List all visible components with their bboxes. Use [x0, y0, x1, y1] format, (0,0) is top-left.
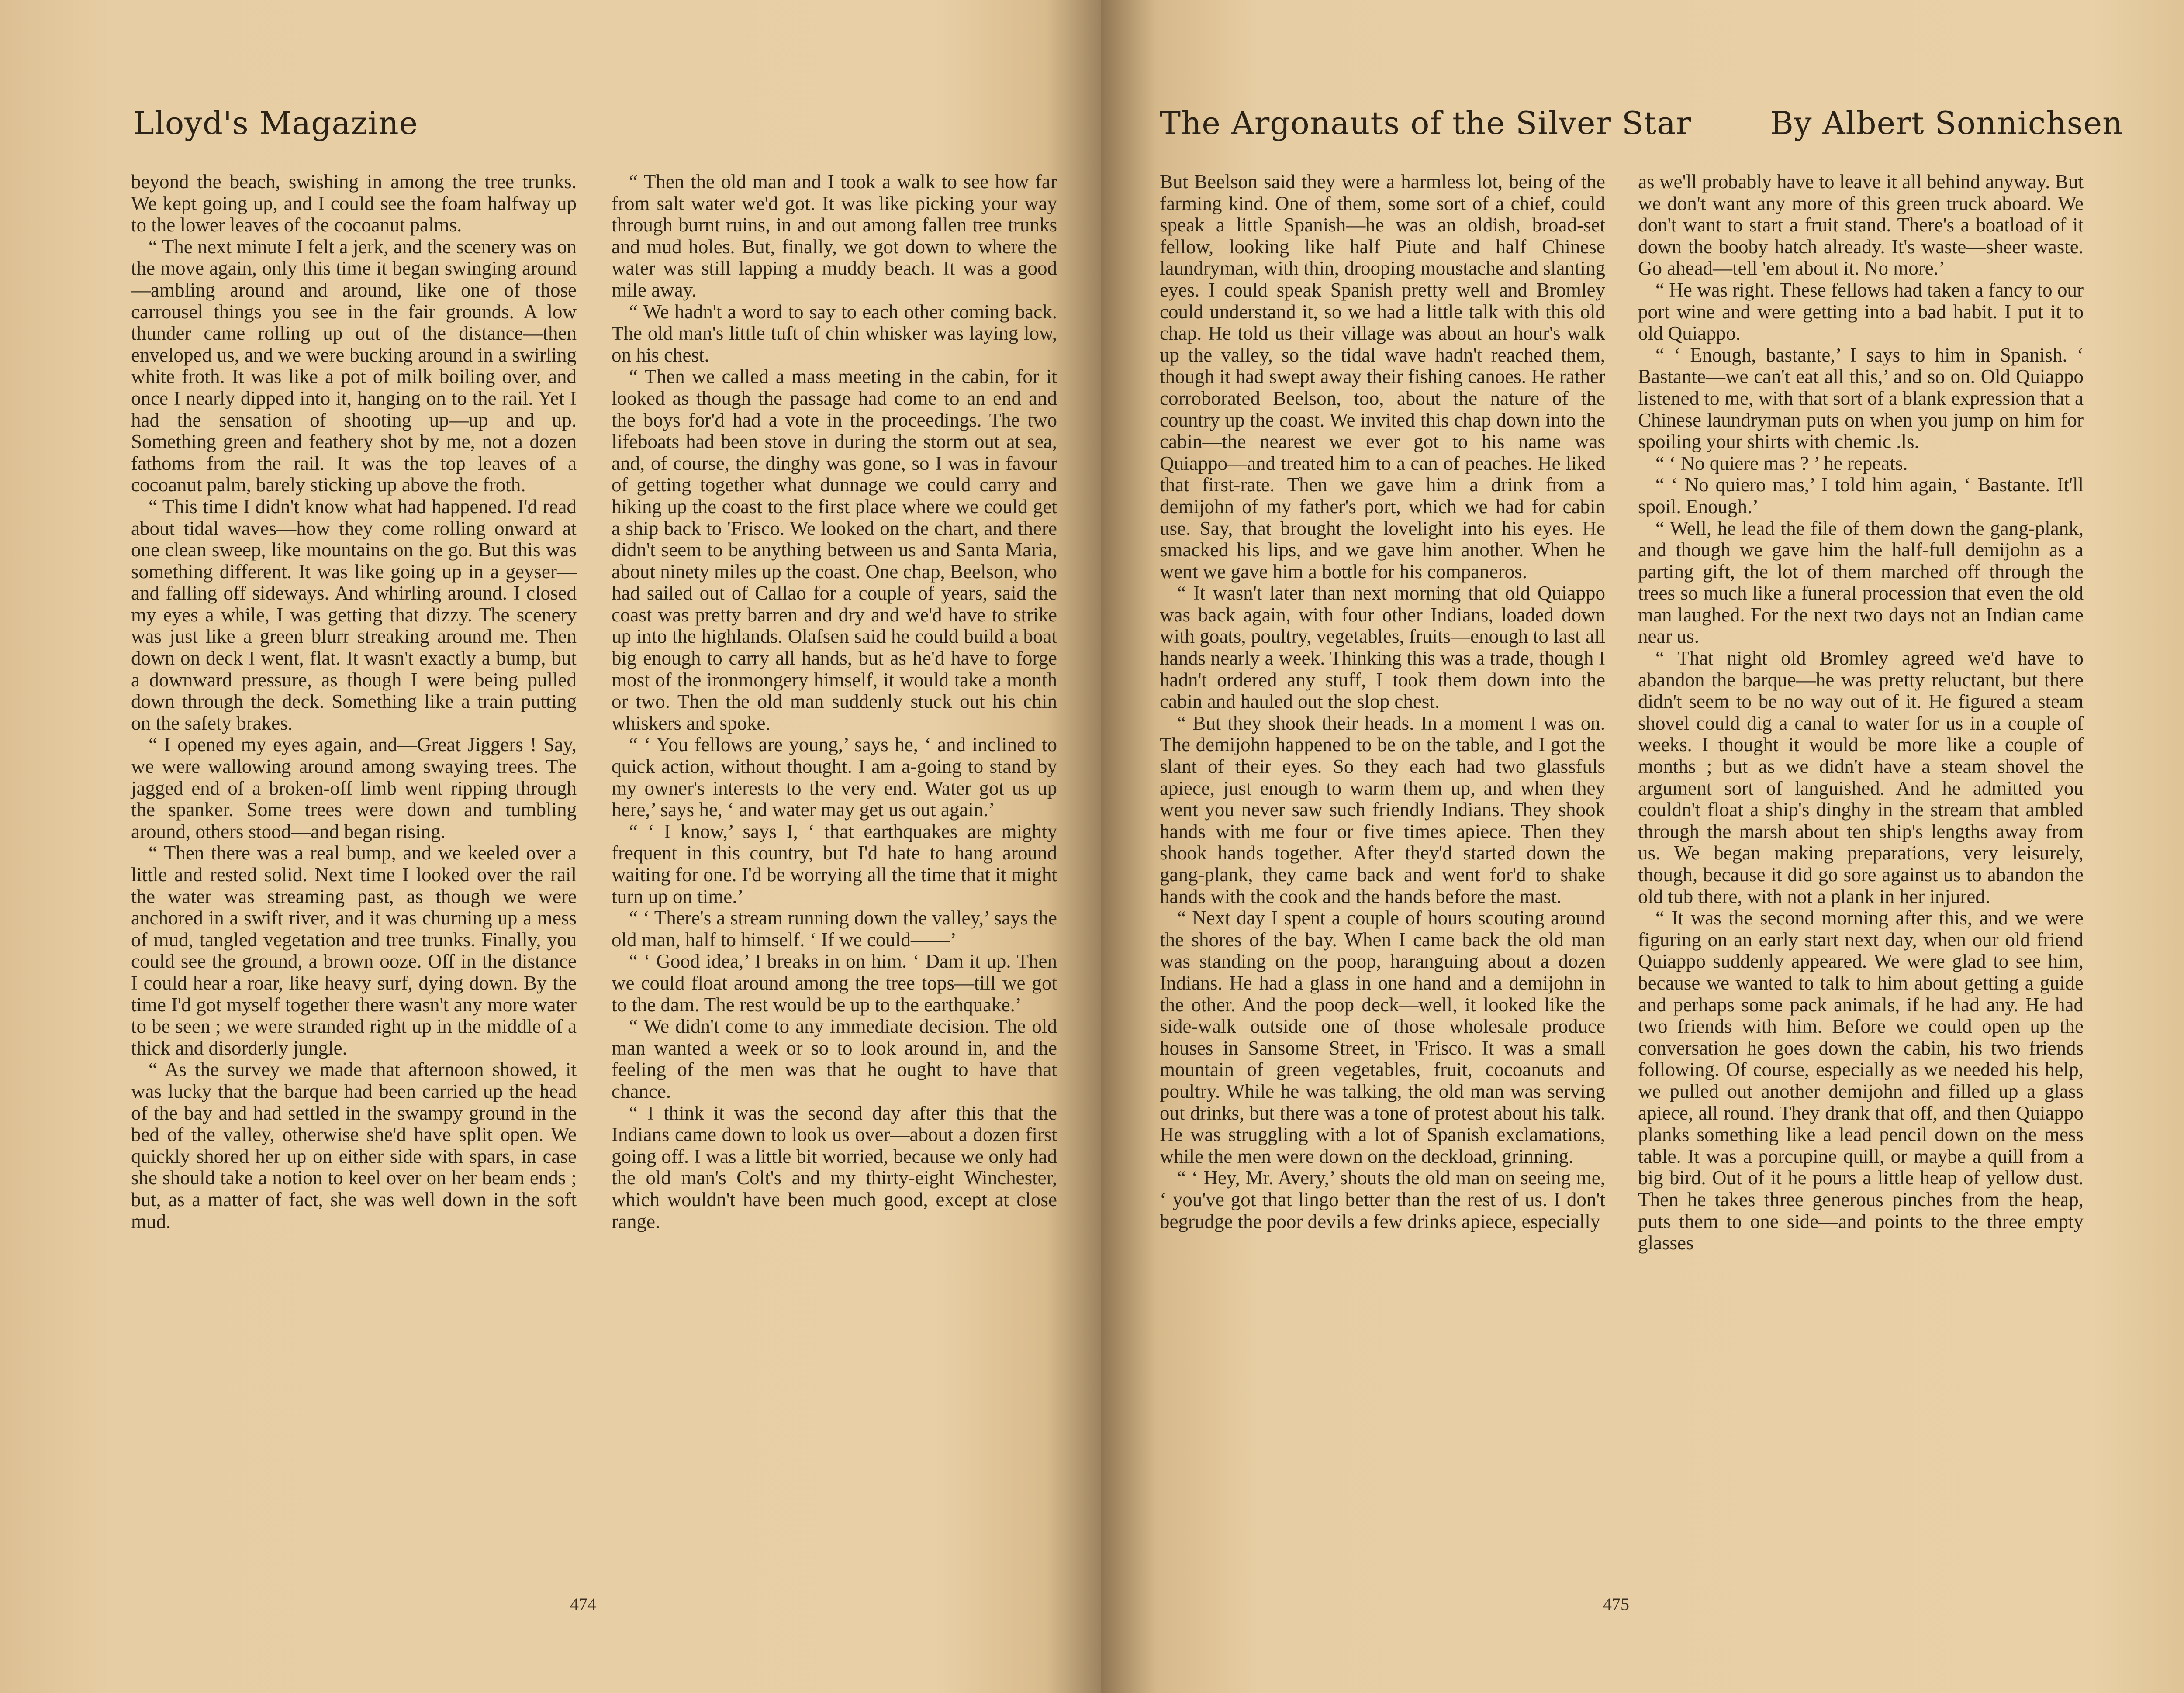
paragraph: “ ‘ There's a stream running down the valley,’ says the old man, half to himself. ‘ If we could——’ — [612, 907, 1057, 951]
right-page-number: 475 — [1603, 1594, 1629, 1614]
paragraph: “ The next minute I felt a jerk, and the scenery was on the move again, only this time it began swinging around—ambling around and around, like one of those carrousel things you see in the fair grounds. A low thunder came rolling up out of the distance—then enveloped us, and we were bucking around in a swirling white froth. It was like a pot of milk boiling over, and once I nearly dipped into it, hanging on to the rail. Yet I had the sensation of shooting up—up and up. Something green and feathery shot by me, not a dozen fathoms from the rail. It was the top leaves of a cocoanut palm, barely sticking up above the froth. — [131, 235, 577, 496]
paragraph: “ ‘ No quiero mas,’ I told him again, ‘ Bastante. It'll spoil. Enough.’ — [1638, 474, 2084, 517]
paragraph: “ This time I didn't know what had happened. I'd read about tidal waves—how they come rolling onward at one clean sweep, like mountains on the go. But this was something different. It was like going up in a geyser—and falling off sideways. And whirling around. I closed my eyes a while, I was getting that dizzy. The scenery was just like a green blurr streaking around me. Then down on deck I went, flat. It wasn't exactly a bump, but a downward pressure, as though I were being pulled down through the deck. Something like a train putting on the safety brakes. — [131, 495, 577, 734]
paragraph: beyond the beach, swishing in among the tree trunks. We kept going up, and I could see the foam halfway up to the lower leaves of the cocoanut palms. — [131, 171, 577, 236]
right-column-2 — [1638, 171, 2084, 1254]
left-column-2 — [612, 171, 1057, 1232]
paragraph: “ We hadn't a word to say to each other coming back. The old man's little tuft of chin whisker was laying low, on his chest. — [612, 300, 1057, 366]
paragraph: “ ‘ Hey, Mr. Avery,’ shouts the old man on seeing me, ‘ you've got that lingo better than the rest of us. I don't begrudge the poor devils a few drinks apiece, especially — [1160, 1167, 1605, 1232]
right-column-1 — [1160, 171, 1605, 1232]
paragraph: But Beelson said they were a harmless lot, being of the farming kind. One of them, some sort of a chief, could speak a little Spanish—he was an oldish, broad-set fellow, looking like half Piute and half Chinese laundryman, with thin, drooping moustache and slanting eyes. I could speak Spanish pretty well and Bromley could understand it, so we had a little talk with this old chap. He told us their village was about an hour's walk up the valley, so the tidal wave hadn't reached them, though it had swept away their fishing canoes. He rather corroborated Beelson, too, about the nature of the country up the coast. We invited this chap down into the cabin—the nearest we ever got to his name was Quiappo—and treated him to a can of peaches. He liked that first-rate. Then we gave him a drink from a demijohn of my father's port, which we had for cabin use. Say, that brought the lovelight into his eyes. He smacked his lips, and we gave him another. When he went we gave him a bottle for his companeros. — [1160, 171, 1605, 583]
paragraph: “ That night old Bromley agreed we'd have to abandon the barque—he was pretty reluctant, but there didn't seem to be no way out of it. He figured a steam shovel could dig a canal to water for us in a couple of weeks. I thought it would be more like a couple of months ; but as we didn't have a steam shovel the argument sort of languished. And he admitted you couldn't float a ship's dinghy in the stream that ambled through the marsh about ten ship's lengths away from us. We began making preparations, very leisurely, though, because it did go sore against us to abandon the old tub there, with not a plank in her injured. — [1638, 647, 2084, 907]
left-running-head: Lloyd's Magazine — [133, 105, 418, 141]
paragraph: “ Next day I spent a couple of hours scouting around the shores of the bay. When I came back the old man was standing on the poop, haranguing about a dozen Indians. He had a glass in one hand and a demijohn in the other. And the poop deck—well, it looked like the side-walk outside one of those wholesale produce houses in Sansome Street, in 'Frisco. It was a small mountain of green vegetables, fruit, cocoanuts and poultry. While he was talking, the old man was serving out drinks, but there was a tone of protest about his talk. He was struggling with a lot of Spanish exclamations, while the men were down on the deckload, grinning. — [1160, 907, 1605, 1167]
paragraph: “ As the survey we made that afternoon showed, it was lucky that the barque had been carried up the head of the bay and had settled in the swampy ground in the bed of the valley, otherwise she'd have split open. We quickly shored her up on either side with spars, in case she should take a notion to keel over on her beam ends ; but, as a matter of fact, she was well down in the soft mud. — [131, 1059, 577, 1232]
paragraph: “ ‘ You fellows are young,’ says he, ‘ and inclined to quick action, without thought. I am a-going to stand by my owner's interests to the very end. Water got us up here,’ says he, ‘ and water may get us out again.’ — [612, 734, 1057, 821]
paragraph: “ We didn't come to any immediate decision. The old man wanted a week or so to look around in, and the feeling of the men was that he ought to have that chance. — [612, 1015, 1057, 1102]
paragraph: “ ‘ I know,’ says I, ‘ that earthquakes are mighty frequent in this country, but I'd hate to hang around waiting for one. I'd be worrying all the time that it might turn up on time.’ — [612, 820, 1057, 907]
paragraph: “ I think it was the second day after this that the Indians came down to look us over—about a dozen first going off. I was a little bit worried, because we only had the old man's Colt's and my thirty-eight Winchester, which wouldn't have been much good, except at close range. — [612, 1102, 1057, 1232]
left-column-1 — [131, 171, 577, 1232]
paragraph: “ ‘ No quiere mas ? ’ he repeats. — [1655, 452, 1908, 474]
paragraph: “ But they shook their heads. In a moment I was on. The demijohn happened to be on the table, and I got the slant of their eyes. So they each had two glassfuls apiece, just enough to warm them up, and when they went you never saw such friendly Indians. They shook hands with me four or five times apiece. Then they shook hands together. After they'd started down the gang-plank, they came back and went for'd to shake hands with the cook and the hands before the mast. — [1160, 712, 1605, 907]
left-page-number: 474 — [570, 1594, 596, 1614]
paragraph: “ Then we called a mass meeting in the cabin, for it looked as though the passage had come to an end and the boys for'd had a vote in the proceedings. The two lifeboats had been stove in during the storm out at sea, and, of course, the dinghy was gone, so I was in favour of getting together what dunnage we could carry and hiking up the coast to the first place where we could get a ship back to 'Frisco. We looked on the chart, and there didn't seem to be anything between us and Santa Maria, about ninety miles up the coast. One chap, Beelson, who had sailed out of Callao for a couple of years, said the coast was pretty barren and dry and we'd have to strike up into the highlands. Olafsen said he could build a boat big enough to carry all hands, but as he'd have to forge most of the ironmongery himself, it would take a month or two. Then the old man suddenly stuck out his chin whiskers and spoke. — [612, 365, 1057, 734]
paragraph: “ Well, he lead the file of them down the gang-plank, and though we gave him the half-full demijohn as a parting gift, the lot of them marched off through the trees so much like a funeral procession that even the old man laughed. For the next two days not an Indian came near us. — [1638, 517, 2084, 648]
paragraph: “ ‘ Good idea,’ I breaks in on him. ‘ Dam it up. Then we could float around among the tree tops—till we got to the dam. The rest would be up to the earthquake.’ — [612, 950, 1057, 1016]
paragraph: “ It was the second morning after this, and we were figuring on an early start next day, when our old friend Quiappo suddenly appeared. We were glad to see him, because we wanted to talk to him about getting a guide and perhaps some pack animals, if he had any. He had two friends with him. Before we could open up the conversation he goes down the cabin, his two friends following. Of course, especially as we needed his help, we pulled out another demijohn and filled up a glass apiece, all round. They drank that off, and then Quiappo planks something like a lead pencil down on the mess table. It was a porcupine quill, or maybe a quill from a big bird. Out of it he pours a little heap of yellow dust. Then he takes three generous pinches from the heap, puts them to one side—and points to the three empty glasses — [1638, 907, 2084, 1254]
paragraph: “ ‘ Enough, bastante,’ I says to him in Spanish. ‘ Bastante—we can't eat all this,’ and so on. Old Quiappo listened to me, with that sort of a blank expression that a Chinese laundryman puts on when you jump on him for spoiling your shirts with chemic .ls. — [1638, 344, 2084, 453]
paragraph: “ He was right. These fellows had taken a fancy to our port wine and were getting into a bad habit. I put it to old Quiappo. — [1638, 279, 2084, 345]
paragraph: “ I opened my eyes again, and—Great Jiggers ! Say, we were wallowing around among swaying trees. The jagged end of a broken-off limb went ripping through the spanker. Some trees were down and tumbling around, others stood—and began rising. — [131, 734, 577, 842]
paragraph: “ Then the old man and I took a walk to see how far from salt water we'd got. It was like picking your way through burnt ruins, in and out among fallen tree trunks and mud holes. But, finally, we got down to where the water was still lapping a muddy beach. It was a good mile away. — [612, 171, 1057, 301]
right-running-head-title: The Argonauts of the Silver Star — [1160, 105, 1692, 141]
paragraph: as we'll probably have to leave it all behind anyway. But we don't want any more of this green truck aboard. We don't want to start a fruit stand. There's a boatload of it down the booby hatch already. It's waste—sheer waste. Go ahead—tell 'em about it. No more.’ — [1638, 171, 2084, 279]
right-running-head-author: By Albert Sonnichsen — [1770, 105, 2123, 141]
paragraph: “ It wasn't later than next morning that old Quiappo was back again, with four other Indians, loaded down with goats, poultry, vegetables, fruits—enough to last all hands nearly a week. Thinking this was a trade, though I hadn't ordered any stuff, I took them down into the cabin and hauled out the slop chest. — [1160, 582, 1605, 713]
paragraph: “ Then there was a real bump, and we keeled over a little and rested solid. Next time I looked over the rail the water was streaming past, as though we were anchored in a swift river, and it was churning up a mess of mud, tangled vegetation and tree trunks. Finally, you could see the ground, a brown ooze. Off in the distance I could hear a roar, like heavy surf, dying down. By the time I'd got myself together there wasn't any more water to be seen ; we were stranded right up in the middle of a thick and disorderly jungle. — [131, 842, 577, 1059]
right-page — [1101, 0, 2184, 1693]
